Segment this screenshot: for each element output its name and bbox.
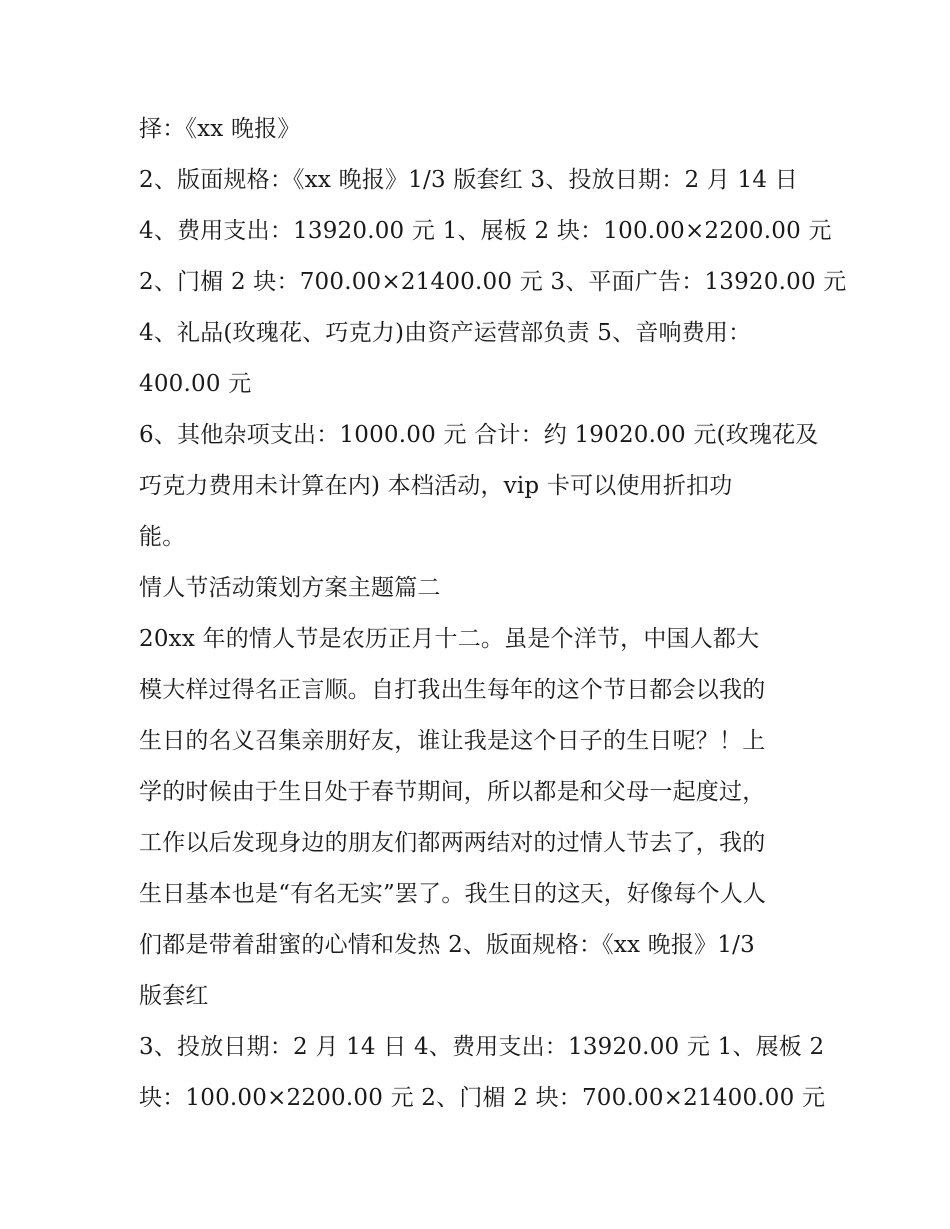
text-line: 工作以后发现身边的朋友们都两两结对的过情人节去了，我的 (139, 830, 766, 856)
text-line: 巧克力费用未计算在内) 本档活动，vip 卡可以使用折扣功 (139, 473, 733, 499)
text-line: 模大样过得名正言顺。自打我出生每年的这个节日都会以我的 (139, 677, 766, 703)
text-line: 400.00 元 (139, 371, 252, 397)
text-line: 2、门楣 2 块：700.00×21400.00 元 3、平面广告：13920.00 元 (139, 269, 847, 295)
document-body (139, 104, 847, 1124)
text-line: 6、其他杂项支出：1000.00 元 合计：约 19020.00 元(玫瑰花及 (139, 422, 819, 448)
text-line: 2、版面规格：《xx 晚报》1/3 版套红 3、投放日期：2 月 14 日 (139, 167, 798, 193)
text-line: 生日基本也是“有名无实”罢了。我生日的这天，好像每个人人 (139, 881, 767, 907)
text-line: 生日的名义召集亲朋好友，谁让我是这个日子的生日呢？！上 (139, 728, 766, 754)
text-line: 3、投放日期：2 月 14 日 4、费用支出：13920.00 元 1、展板 2 (139, 1034, 825, 1060)
text-line: 4、费用支出：13920.00 元 1、展板 2 块：100.00×2200.00 元 (139, 218, 832, 244)
text-line: 们都是带着甜蜜的心情和发热 2、版面规格：《xx 晚报》1/3 (139, 932, 755, 958)
text-line: 学的时候由于生日处于春节期间，所以都是和父母一起度过， (139, 779, 766, 805)
text-line: 版套红 (139, 983, 209, 1009)
section-heading: 情人节活动策划方案主题篇二 (139, 575, 441, 601)
text-line: 择：《xx 晚报》 (139, 116, 301, 142)
text-line: 20xx 年的情人节是农历正月十二。虽是个洋节，中国人都大 (139, 626, 760, 652)
text-line: 4、礼品(玫瑰花、巧克力)由资产运营部负责 5、音响费用： (139, 320, 752, 346)
text-line: 能。 (139, 524, 186, 550)
text-line: 块：100.00×2200.00 元 2、门楣 2 块：700.00×21400.00 元 (139, 1085, 826, 1111)
